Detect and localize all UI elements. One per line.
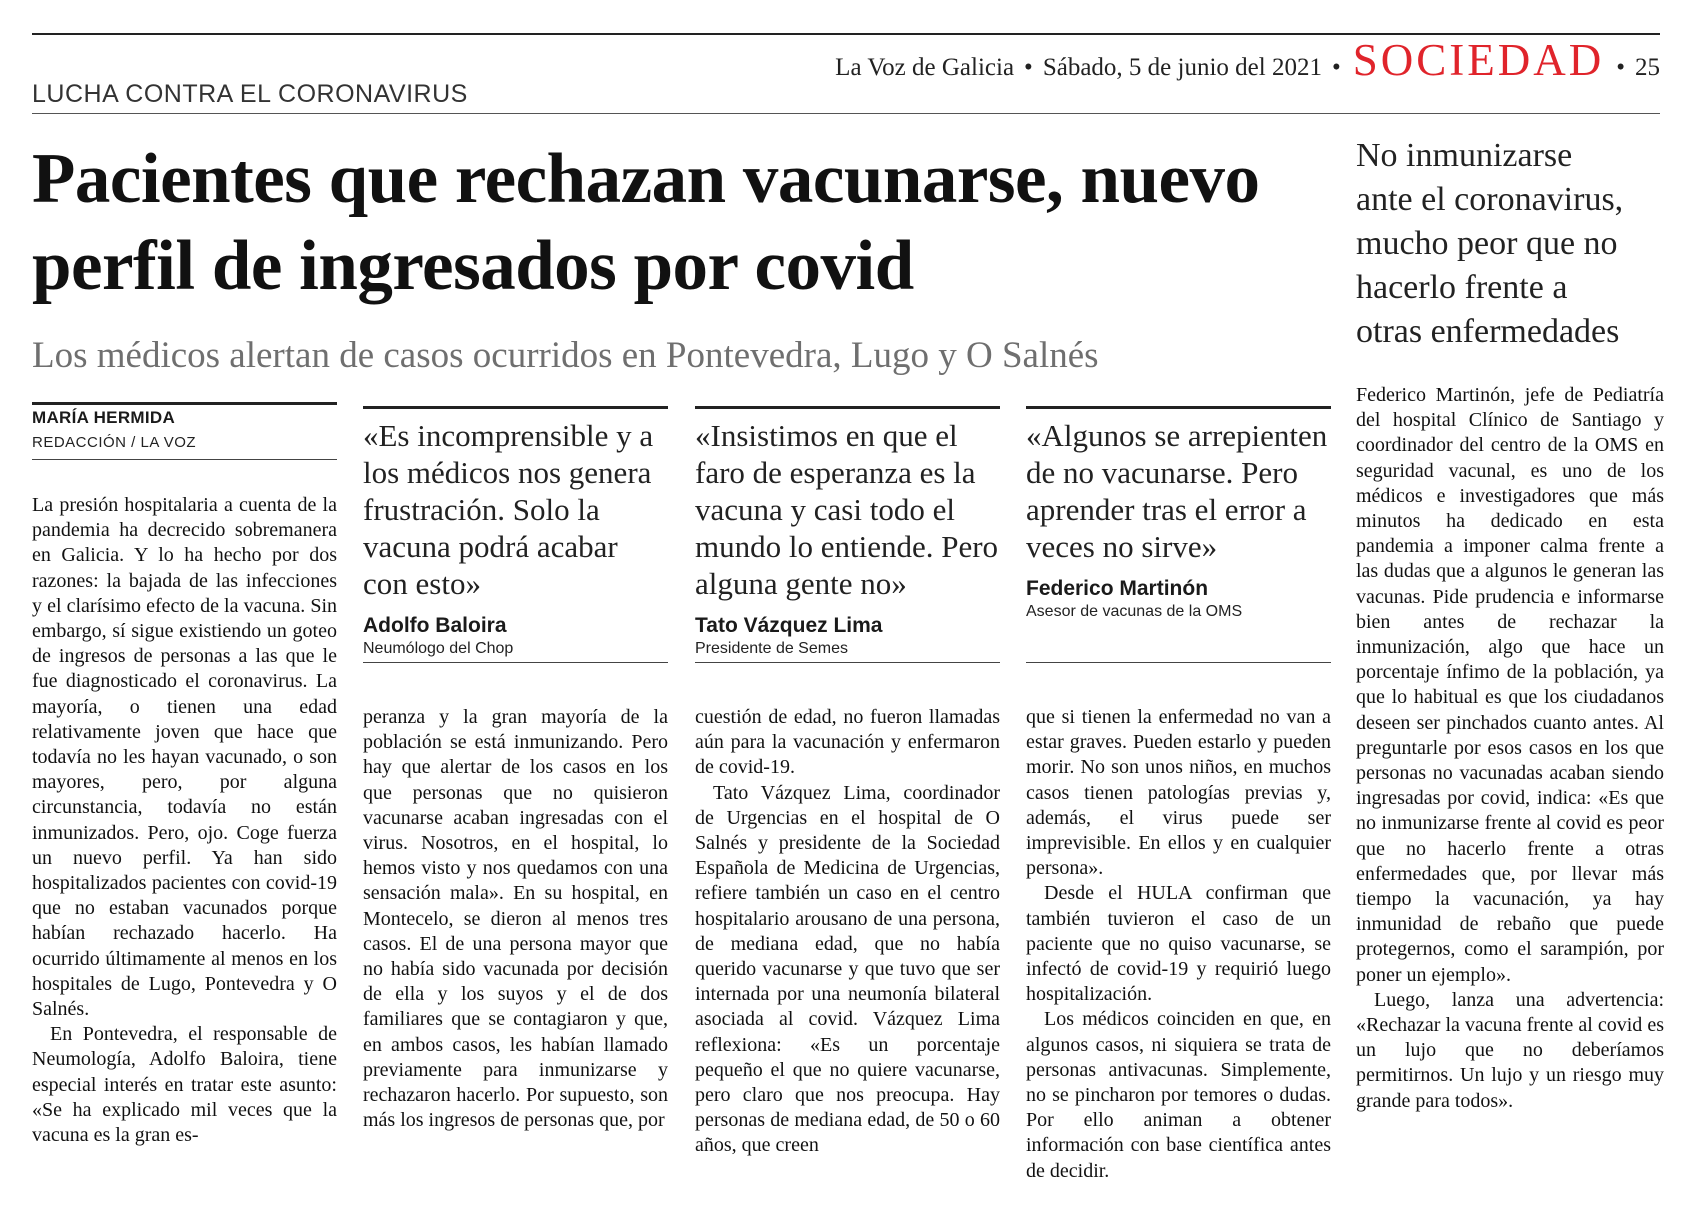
article-paragraph: En Pontevedra, el responsable de Neumología, Adolfo Baloira, tiene especial interés en tratar este asunto: «Se ha explicado mil veces que la vacuna es la gran es- <box>32 1023 337 1147</box>
header-bullet: • <box>1331 54 1341 81</box>
article-paragraph: Desde el HULA confirman que también tuvieron el caso de un paciente que no quiso vacunarse, se infectó de covid-19 y requirió luego hospitalización. <box>1026 882 1331 1006</box>
article-paragraph: La presión hospitalaria a cuenta de la pandemia ha decrecido sobremanera en Galicia. Y lo ha hecho por dos razones: la bajada de las infecciones y el clarísimo efecto de la vacuna. Sin embargo, sí sigue existiendo un goteo de ingresos de personas a las que le fue diagnosticado el coronavirus. La mayoría, o tienen una edad relativamente joven que hace que todavía no les hayan vacunado, o son mayores, pero, por alguna circunstancia, todavía no están inmunizados. Pero, ojo. Coge fuerza un nuevo perfil. Ya han sido hospitalizados pacientes con covid-19 que no estaban vacunados porque habían rechazado hacerlo. Ha ocurrido últimamente al menos en los hospitales de Lugo, Pontevedra y O Salnés. <box>32 494 337 1021</box>
pull-quote <box>1026 406 1331 621</box>
sidebar-paragraph: Federico Martinón, jefe de Pediatría del hospital Clínico de Santiago y coordinador del centro de la OMS en seguridad vacunal, es uno de los médicos e investigadores que más minutos ha dedicado en esta pandemia a imponer calma frente a las dudas que a algunos le generan las vacunas. Pide prudencia e informarse bien antes de rechazar la inmunización, algo que hace un porcentaje ínfimo de la población, ya que lo habitual es que los ciudadanos deseen ser pinchados cuanto antes. Al preguntarle por esos casos en los que personas no vacunadas acaban siendo ingresadas por covid, indica: «Es que no inmunizarse frente al covid es peor que no hacerlo frente a otras enfermedades que, por llevar más tiempo la vacunación, ya hay inmunidad de rebaño que puede protegernos, como el sarampión, por poner un ejemplo». <box>1356 384 1664 986</box>
quote-text: «Algunos se arrepienten de no vacunarse. Pero aprender tras el error a veces no sirve» <box>1026 418 1328 564</box>
sidebar-article <box>1356 383 1664 1114</box>
header-bullet: • <box>1024 54 1033 81</box>
issue-date: Sábado, 5 de junio del 2021 <box>1042 54 1322 81</box>
page-number: 25 <box>1635 54 1660 81</box>
sidebar-headline <box>1356 134 1666 354</box>
pull-quote <box>695 406 1000 658</box>
quote-author: Adolfo Baloira <box>363 614 507 637</box>
byline-author: MARÍA HERMIDA <box>32 408 176 427</box>
article-paragraph: cuestión de edad, no fueron llamadas aún para la vacunación y enfermaron de covid-19. <box>695 706 1000 779</box>
quote-author: Tato Vázquez Lima <box>695 614 883 637</box>
article-column-2 <box>363 705 668 1133</box>
sidebar-headline-line: ante el coronavirus, <box>1356 181 1624 218</box>
article-paragraph: que si tienen la enfermedad no van a estar graves. Pueden estarlo y pueden morir. No son unos niños, en muchos casos tienen patologías previas y, además, el virus puede ser imprevisible. En ellos y en cualquier persona». <box>1026 706 1331 880</box>
article-column-1 <box>32 493 337 1148</box>
quote-bottom-rule <box>695 662 1000 663</box>
article-column-4 <box>1026 705 1331 1184</box>
header-bullet: • <box>1616 54 1625 81</box>
quote-author: Federico Martinón <box>1026 577 1209 600</box>
sidebar-headline-line: No inmunizarse <box>1356 137 1573 174</box>
section-name: SOCIEDAD <box>1352 35 1605 85</box>
newspaper-name: La Voz de Galicia <box>835 54 1015 81</box>
quote-top-rule <box>363 406 668 409</box>
quote-author-role: Asesor de vacunas de la OMS <box>1026 603 1243 620</box>
byline-rule <box>32 402 337 405</box>
page-header <box>835 35 1660 85</box>
byline-organization: REDACCIÓN / LA VOZ <box>32 434 197 451</box>
sidebar-headline-line: hacerlo frente a <box>1356 269 1568 306</box>
sidebar-headline-line: mucho peor que no <box>1356 225 1618 262</box>
sidebar-headline-line: otras enfermedades <box>1356 313 1620 350</box>
article-paragraph: peranza y la gran mayoría de la población se está inmunizando. Pero hay que alertar de los casos en los que personas que no quisieron vacunarse acaban ingresadas con el virus. Nosotros, en el hospital, lo hemos visto y nos quedamos con una sensación mala». En su hospital, en Montecelo, se dieron al menos tres casos. El de una persona mayor que no había sido vacunada por decisión de ella y los suyos y el de dos familiares que se contagiaron y que, en ambos casos, les habían llamado previamente para inmunizarse y rechazaron hacerlo. Por supuesto, son más los ingresos de personas que, por <box>363 706 668 1132</box>
subheadline: Los médicos alertan de casos ocurridos en Pontevedra, Lugo y O Salnés <box>32 335 1099 376</box>
quote-top-rule <box>1026 406 1331 409</box>
quote-bottom-rule <box>1026 662 1331 663</box>
pull-quote <box>363 406 668 658</box>
quote-top-rule <box>695 406 1000 409</box>
kicker: LUCHA CONTRA EL CORONAVIRUS <box>32 80 468 108</box>
headline: Pacientes que rechazan vacunarse, nuevo perfil de ingresados por covid <box>32 140 1260 305</box>
byline-divider <box>32 459 337 460</box>
quote-bottom-rule <box>363 662 668 663</box>
article-column-3 <box>695 705 1000 1159</box>
quote-author-role: Presidente de Semes <box>695 640 848 657</box>
quote-text: «Es incomprensible y a los médicos nos genera frustración. Solo la vacuna podrá acabar con esto» <box>363 418 654 601</box>
quote-author-role: Neumólogo del Chop <box>363 640 514 657</box>
article-paragraph: Los médicos coinciden en que, en algunos casos, ni siquiera se trata de personas antivacunas. Simplemente, no se pincharon por temores o dudas. Por ello animan a obtener información con base científica antes de decidir. <box>1026 1008 1331 1182</box>
sidebar-paragraph: Luego, lanza una advertencia: «Rechazar la vacuna frente al covid es un lujo que no deberíamos permitirnos. Un lujo y un riesgo muy grande para todos». <box>1356 988 1664 1112</box>
kicker-rule <box>32 113 1660 114</box>
article-paragraph: Tato Vázquez Lima, coordinador de Urgencias en el hospital de O Salnés y presidente de la Sociedad Española de Medicina de Urgencias, refiere también un caso en el centro hospitalario arousano de una persona, de mediana edad, que no había querido vacunarse y que tuvo que ser internada por una neumonía bilateral asociada al covid. Vázquez Lima reflexiona: «Es un porcentaje pequeño el que no quiere vacunarse, pero claro que nos preocupa. Hay personas de mediana edad, de 50 o 60 años, que creen <box>695 781 1000 1157</box>
quote-text: «Insistimos en que el faro de esperanza es la vacuna y casi todo el mundo lo entiende. Pero alguna gente no» <box>695 418 999 601</box>
